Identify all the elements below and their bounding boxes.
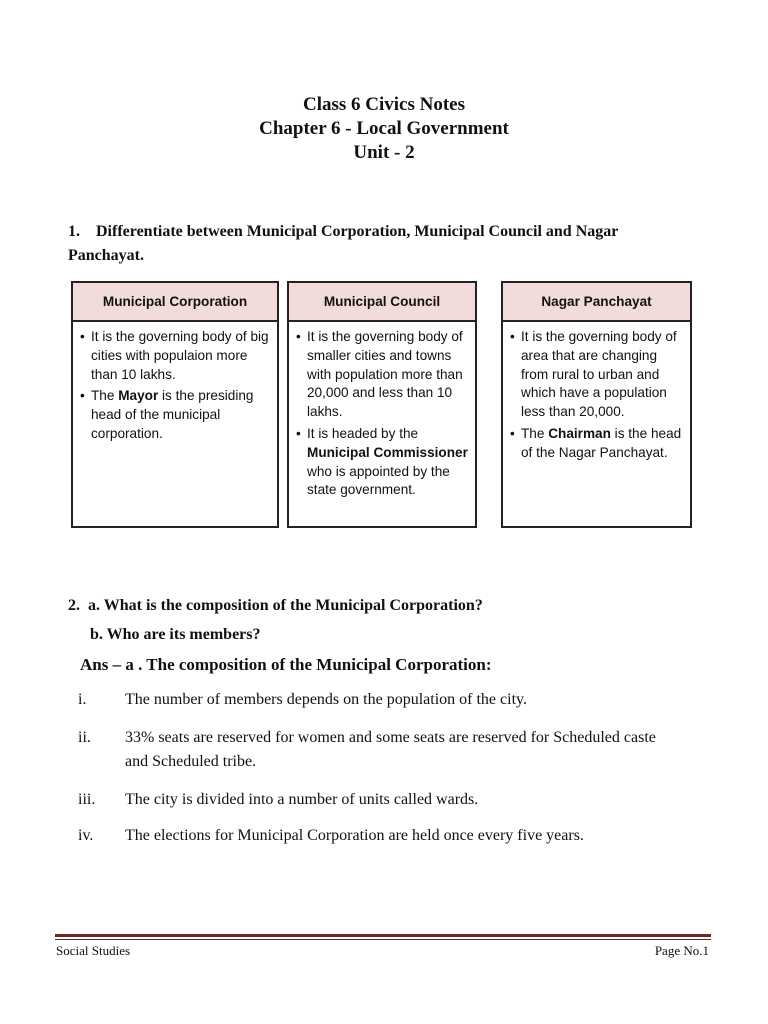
unit-title: Unit - 2 — [353, 142, 415, 163]
question-1-cont: Panchayat. — [68, 247, 144, 264]
bullet: • The Chairman is the head of the Nagar Panchayat. — [521, 425, 684, 463]
question-2a: 2. a. What is the composition of the Municipal Corporation? — [68, 597, 483, 614]
chapter-title: Chapter 6 - Local Government — [259, 118, 509, 139]
question-1: 1. Differentiate between Municipal Corporation, Municipal Council and Nagar — [68, 223, 619, 240]
list-item: 33% seats are reserved for women and some seats are reserved for Scheduled caste — [125, 729, 656, 746]
list-num: iv. — [78, 827, 94, 844]
footer-divider — [55, 934, 711, 943]
box-header: Nagar Panchayat — [503, 283, 690, 322]
list-num: i. — [78, 691, 87, 708]
box-header: Municipal Corporation — [73, 283, 277, 322]
list-item: The elections for Municipal Corporation are held once every five years. — [125, 827, 584, 844]
list-item-cont: and Scheduled tribe. — [125, 753, 257, 770]
question-2b: b. Who are its members? — [90, 626, 261, 643]
box-municipal-council — [287, 281, 477, 528]
list-num: iii. — [78, 791, 96, 808]
bullet: • It is the governing body of area that are changing from rural to urban and which have a population less than 20,000. — [521, 328, 684, 422]
answer-heading: Ans – a . The composition of the Municipal Corporation: — [80, 655, 492, 674]
doc-title: Class 6 Civics Notes — [302, 94, 466, 115]
list-item: The number of members depends on the population of the city. — [125, 691, 527, 708]
footer-page-number: Page No.1 — [654, 943, 709, 958]
box-municipal-corporation — [71, 281, 279, 528]
box-nagar-panchayat — [501, 281, 692, 528]
list-item: The city is divided into a number of units called wards. — [125, 791, 479, 808]
footer-subject: Social Studies — [56, 943, 131, 958]
bullet: • It is the governing body of smaller cities and towns with population more than 20,000 and less than 10 lakhs. — [307, 328, 469, 422]
bullet: • It is headed by the Municipal Commissioner who is appointed by the state government. — [307, 425, 469, 500]
bullet: • It is the governing body of big cities with populaion more than 10 lakhs. — [91, 328, 271, 384]
list-num: ii. — [78, 729, 91, 746]
bullet: • The Mayor is the presiding head of the municipal corporation. — [91, 387, 271, 443]
box-header: Municipal Council — [289, 283, 475, 322]
